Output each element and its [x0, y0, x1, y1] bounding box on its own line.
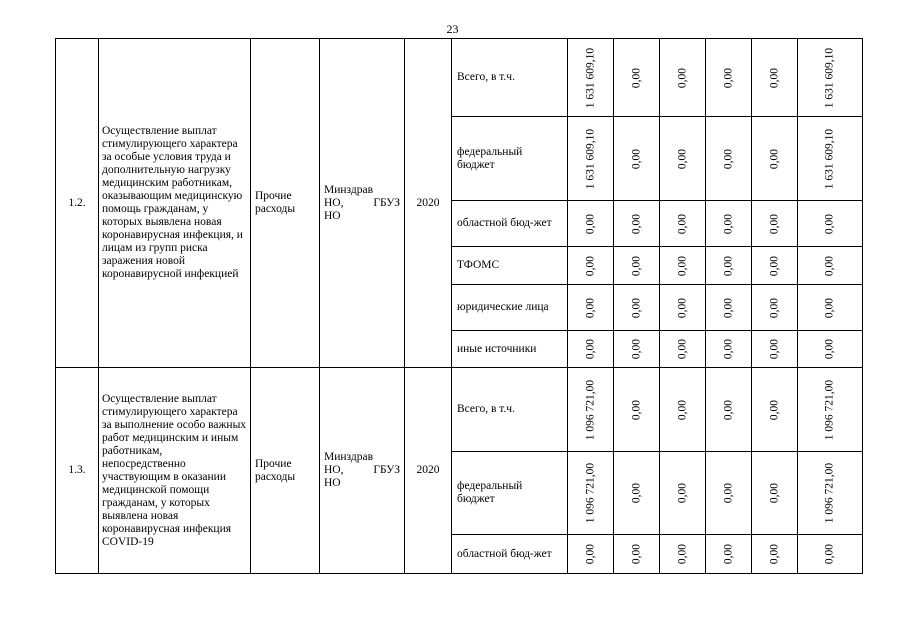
value: 0,00	[630, 67, 642, 88]
value: 0,00	[768, 399, 780, 420]
value-cell	[568, 535, 614, 574]
value-cell	[568, 452, 614, 535]
value-cell	[706, 39, 752, 117]
measure-description: Осуществление выплат стимулирующего характера за выполнение особо важных работ медицинским и иным работникам, непосредственно участвующим в оказании медицинской помощи гражданам, у которых выявлена новая коронавирусная инфекция COVID-19	[99, 368, 251, 574]
value: 0,00	[823, 255, 836, 276]
value-cell	[568, 201, 614, 247]
value-cell	[568, 117, 614, 201]
executor-line: Минздрав	[324, 183, 374, 196]
value-cell	[614, 331, 660, 368]
financing-table	[55, 38, 863, 574]
value: 1 096 721,00	[584, 379, 596, 440]
value: 0,00	[823, 543, 836, 565]
value: 1 631 609,10	[823, 128, 836, 189]
executor-line: ГБУЗ	[373, 196, 400, 209]
value: 1 631 609,10	[584, 128, 596, 189]
value-cell	[706, 247, 752, 285]
page-number: 23	[446, 22, 459, 36]
value: 0,00	[768, 213, 780, 234]
value-cell	[798, 368, 863, 452]
value-cell	[798, 247, 863, 285]
value: 0,00	[676, 482, 688, 504]
value: 0,00	[722, 543, 734, 565]
value: 1 631 609,10	[584, 47, 596, 108]
executor-line: НО	[324, 209, 341, 222]
value-cell	[752, 368, 798, 452]
value: 0,00	[584, 297, 596, 318]
value-cell	[706, 201, 752, 247]
value: 0,00	[584, 213, 596, 234]
value-cell	[614, 452, 660, 535]
value-cell	[706, 331, 752, 368]
value-cell	[660, 117, 706, 201]
value: 0,00	[584, 255, 596, 276]
value-cell	[798, 117, 863, 201]
value-cell	[798, 201, 863, 247]
value: 0,00	[630, 213, 642, 234]
value-cell	[752, 535, 798, 574]
value-cell	[752, 331, 798, 368]
value: 0,00	[823, 297, 836, 318]
value-cell	[660, 535, 706, 574]
value: 1 096 721,00	[584, 462, 596, 524]
value: 0,00	[722, 255, 734, 276]
value-cell	[614, 285, 660, 331]
value: 0,00	[630, 297, 642, 318]
value-cell	[752, 201, 798, 247]
value-cell	[660, 285, 706, 331]
value-cell	[706, 117, 752, 201]
value: 0,00	[722, 297, 734, 318]
value: 0,00	[768, 338, 780, 360]
executor-line: Минздрав	[324, 451, 374, 463]
value-cell	[660, 368, 706, 452]
value: 0,00	[722, 148, 734, 169]
value: 0,00	[676, 67, 688, 88]
value: 0,00	[722, 338, 734, 360]
value: 0,00	[768, 482, 780, 504]
value: 0,00	[768, 148, 780, 169]
value-cell	[614, 247, 660, 285]
expense-type: Прочие расходы	[251, 368, 320, 574]
value-cell	[706, 535, 752, 574]
table-row	[56, 368, 863, 452]
value: 0,00	[676, 399, 688, 420]
value-cell	[660, 201, 706, 247]
value-cell	[706, 368, 752, 452]
executor-line: ГБУЗ	[373, 464, 400, 476]
value-cell	[752, 247, 798, 285]
source-name: областной бюд-жет	[452, 535, 568, 574]
source-name: юридические лица	[452, 285, 568, 331]
value: 0,00	[676, 213, 688, 234]
source-name: областной бюд-жет	[452, 201, 568, 247]
value-cell	[752, 452, 798, 535]
value-cell	[798, 452, 863, 535]
value: 0,00	[630, 148, 642, 169]
value-cell	[752, 285, 798, 331]
executor	[320, 368, 405, 574]
value-cell	[798, 285, 863, 331]
executor-line: НО,	[324, 464, 344, 476]
value: 0,00	[584, 338, 596, 360]
value-cell	[568, 285, 614, 331]
value: 0,00	[768, 543, 780, 565]
value-cell	[614, 201, 660, 247]
value: 0,00	[722, 213, 734, 234]
value-cell	[660, 247, 706, 285]
value: 0,00	[722, 399, 734, 420]
value-cell	[614, 39, 660, 117]
value-cell	[798, 331, 863, 368]
value-cell	[568, 368, 614, 452]
value-cell	[568, 39, 614, 117]
value-cell	[706, 452, 752, 535]
value-cell	[660, 39, 706, 117]
value: 0,00	[676, 148, 688, 169]
value-cell	[660, 452, 706, 535]
value-cell	[798, 535, 863, 574]
row-number: 1.2.	[56, 39, 99, 368]
year: 2020	[405, 368, 452, 574]
value: 1 096 721,00	[823, 379, 836, 440]
value: 0,00	[768, 255, 780, 276]
row-number: 1.3.	[56, 368, 99, 574]
value-cell	[798, 39, 863, 117]
value-cell	[752, 117, 798, 201]
value: 0,00	[676, 297, 688, 318]
value: 0,00	[630, 482, 642, 504]
value: 0,00	[768, 67, 780, 88]
source-name: ТФОМС	[452, 247, 568, 285]
value-cell	[568, 247, 614, 285]
value: 0,00	[823, 338, 836, 360]
source-name: иные источники	[452, 331, 568, 368]
value: 0,00	[722, 67, 734, 88]
value: 0,00	[630, 543, 642, 565]
value-cell	[706, 285, 752, 331]
value-cell	[614, 535, 660, 574]
value: 0,00	[584, 543, 596, 565]
source-name: Всего, в т.ч.	[452, 368, 568, 452]
value: 0,00	[630, 399, 642, 420]
year: 2020	[405, 39, 452, 368]
value: 0,00	[630, 338, 642, 360]
value: 1 096 721,00	[823, 462, 836, 524]
value-cell	[752, 39, 798, 117]
value-cell	[660, 331, 706, 368]
value: 1 631 609,10	[823, 47, 836, 108]
value: 0,00	[630, 255, 642, 276]
executor-line: НО	[324, 477, 341, 489]
value: 0,00	[676, 255, 688, 276]
value-cell	[614, 117, 660, 201]
value-cell	[614, 368, 660, 452]
value-cell	[568, 331, 614, 368]
source-name: федеральный бюджет	[452, 117, 568, 201]
value: 0,00	[768, 297, 780, 318]
executor-line: НО,	[324, 196, 344, 209]
value: 0,00	[676, 338, 688, 360]
value: 0,00	[676, 543, 688, 565]
expense-type: Прочие расходы	[251, 39, 320, 368]
measure-description: Осуществление выплат стимулирующего характера за особые условия труда и дополнительную нагрузку медицинским работникам, оказывающим медицинскую помощь гражданам, у которых выявлена новая коронавирусная инфекция, и лицам из групп риска заражения новой коронавирусной инфекцией	[99, 39, 251, 368]
table-row	[56, 39, 863, 117]
executor	[320, 39, 405, 368]
value: 0,00	[722, 482, 734, 504]
source-name: Всего, в т.ч.	[452, 39, 568, 117]
value: 0,00	[823, 213, 836, 234]
source-name: федеральный бюджет	[452, 452, 568, 535]
